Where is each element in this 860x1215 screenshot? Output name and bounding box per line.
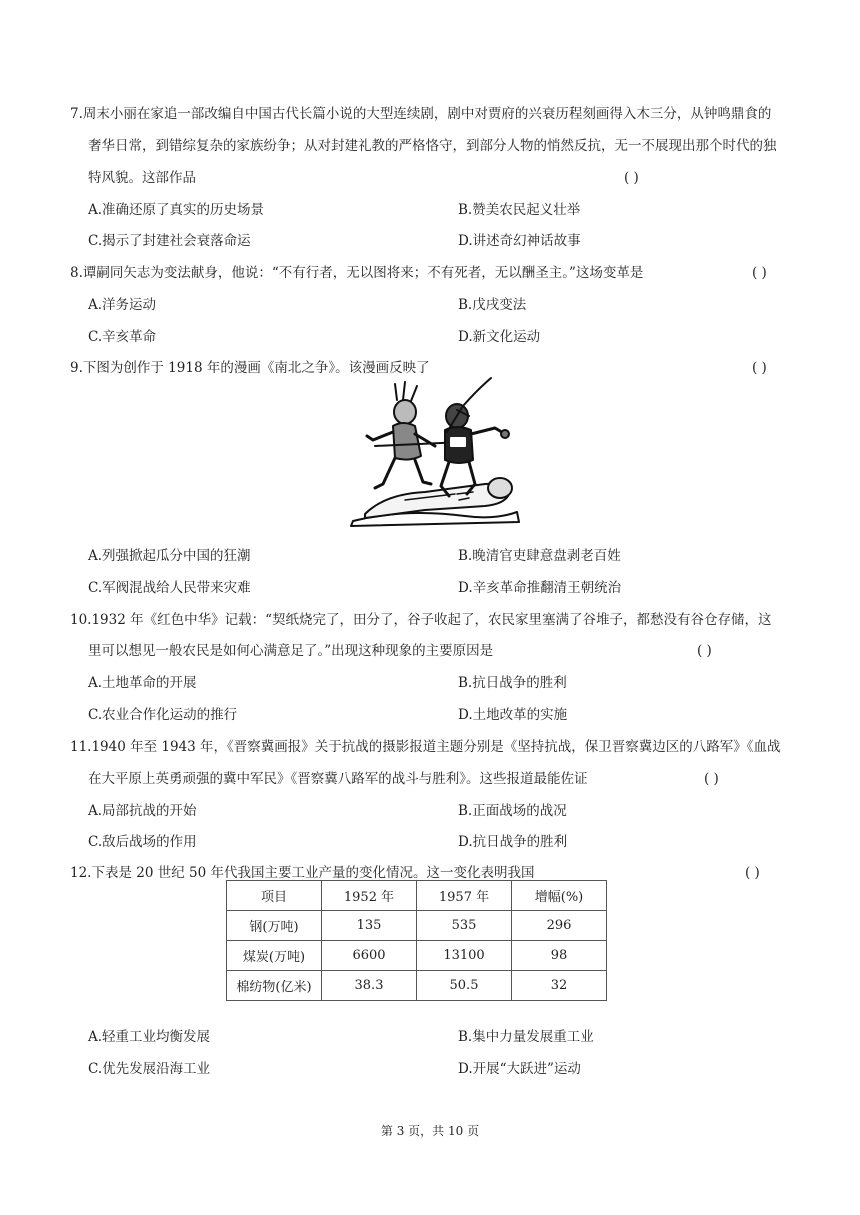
table-cell: 6600 bbox=[322, 941, 417, 971]
q11-option-b: B.正面战场的战况 bbox=[458, 803, 567, 819]
q10-stem-line-1: 10.1932 年《红色中华》记载：“契纸烧完了，田分了，谷子收起了，农民家里塞满了谷堆子，都愁没有谷仓存储，这 bbox=[70, 612, 772, 628]
q10-option-c: C.农业合作化运动的推行 bbox=[88, 707, 238, 723]
q7-option-c: C.揭示了封建社会衰落命运 bbox=[88, 233, 251, 249]
q7-option-a: A.准确还原了真实的历史场景 bbox=[88, 202, 265, 218]
q11-stem-line-1: 11.1940 年至 1943 年，《晋察冀画报》关于抗战的摄影报道主题分别是《坚持抗战，保卫晋察冀边区的八路军》《血战 bbox=[70, 739, 781, 755]
q12-option-b: B.集中力量发展重工业 bbox=[458, 1029, 594, 1045]
table-header-cell: 1957 年 bbox=[417, 881, 512, 911]
q10-option-a: A.土地革命的开展 bbox=[88, 675, 197, 691]
page-number-footer: 第 3 页，共 10 页 bbox=[380, 1124, 480, 1138]
q8-answer-paren: ( ) bbox=[752, 265, 767, 281]
q9-stem: 9.下图为创作于 1918 年的漫画《南北之争》。该漫画反映了 bbox=[70, 360, 430, 376]
q12-option-d: D.开展“大跃进”运动 bbox=[458, 1061, 581, 1077]
q7-stem-line-3: 特风貌。这部作品 bbox=[88, 170, 196, 186]
q9-option-a: A.列强掀起瓜分中国的狂潮 bbox=[88, 548, 251, 564]
q8-option-d: D.新文化运动 bbox=[458, 329, 541, 345]
table-row bbox=[227, 941, 607, 971]
table-cell: 钢(万吨) bbox=[227, 911, 322, 941]
q8-option-c: C.辛亥革命 bbox=[88, 329, 157, 345]
q10-option-d: D.土地改革的实施 bbox=[458, 707, 568, 723]
table-header-cell: 增幅(%) bbox=[512, 881, 607, 911]
table-cell: 98 bbox=[512, 941, 607, 971]
table-cell: 535 bbox=[417, 911, 512, 941]
cartoon-north-south-war bbox=[345, 376, 523, 530]
table-cell: 32 bbox=[512, 971, 607, 1001]
q7-option-d: D.讲述奇幻神话故事 bbox=[458, 233, 581, 249]
industry-output-table bbox=[226, 880, 607, 1001]
table-cell: 棉纺物(亿米) bbox=[227, 971, 322, 1001]
table-cell: 50.5 bbox=[417, 971, 512, 1001]
table-cell: 38.3 bbox=[322, 971, 417, 1001]
table-cell: 13100 bbox=[417, 941, 512, 971]
q9-answer-paren: ( ) bbox=[752, 360, 767, 376]
table-row bbox=[227, 971, 607, 1001]
q9-option-c: C.军阀混战给人民带来灾难 bbox=[88, 580, 251, 596]
table-cell: 296 bbox=[512, 911, 607, 941]
q8-option-b: B.戊戌变法 bbox=[458, 297, 527, 313]
q9-option-d: D.辛亥革命推翻清王朝统治 bbox=[458, 580, 622, 596]
q7-stem-line-2: 奢华日常，到错综复杂的家族纷争；从对封建礼教的严格恪守，到部分人物的悄然反抗，无一不展现出那个时代的独 bbox=[88, 138, 777, 154]
table-header-cell: 项目 bbox=[227, 881, 322, 911]
q11-answer-paren: ( ) bbox=[704, 771, 719, 787]
q10-stem-line-2: 里可以想见一般农民是如何心满意足了。”出现这种现象的主要原因是 bbox=[88, 643, 494, 659]
q12-option-c: C.优先发展沿海工业 bbox=[88, 1061, 211, 1077]
table-header-row bbox=[227, 881, 607, 911]
q8-option-a: A.洋务运动 bbox=[88, 297, 157, 313]
q10-answer-paren: ( ) bbox=[697, 643, 712, 659]
q8-stem: 8.谭嗣同矢志为变法献身，他说：“不有行者，无以图将来；不有死者，无以酬圣主。”这场变革是 bbox=[70, 265, 644, 281]
q11-stem-line-2: 在大平原上英勇顽强的冀中军民》《晋察冀八路军的战斗与胜利》。这些报道最能佐证 bbox=[88, 771, 588, 787]
q12-stem: 12.下表是 20 世纪 50 年代我国主要工业产量的变化情况。这一变化表明我国 bbox=[70, 865, 535, 881]
q12-option-a: A.轻重工业均衡发展 bbox=[88, 1029, 211, 1045]
q7-option-b: B.赞美农民起义壮举 bbox=[458, 202, 581, 218]
q10-option-b: B.抗日战争的胜利 bbox=[458, 675, 567, 691]
q11-option-d: D.抗日战争的胜利 bbox=[458, 834, 568, 850]
table-cell: 煤炭(万吨) bbox=[227, 941, 322, 971]
table-header-cell: 1952 年 bbox=[322, 881, 417, 911]
q11-option-c: C.敌后战场的作用 bbox=[88, 834, 197, 850]
q12-answer-paren: ( ) bbox=[745, 865, 760, 881]
q7-stem-line-1: 7.周末小丽在家追一部改编自中国古代长篇小说的大型连续剧，剧中对贾府的兴衰历程刻画得入木三分，从钟鸣鼎食的 bbox=[70, 106, 772, 122]
q11-option-a: A.局部抗战的开始 bbox=[88, 803, 197, 819]
q7-answer-paren: ( ) bbox=[624, 170, 639, 186]
table-cell: 135 bbox=[322, 911, 417, 941]
table-row bbox=[227, 911, 607, 941]
q9-option-b: B.晚清官吏肆意盘剥老百姓 bbox=[458, 548, 621, 564]
